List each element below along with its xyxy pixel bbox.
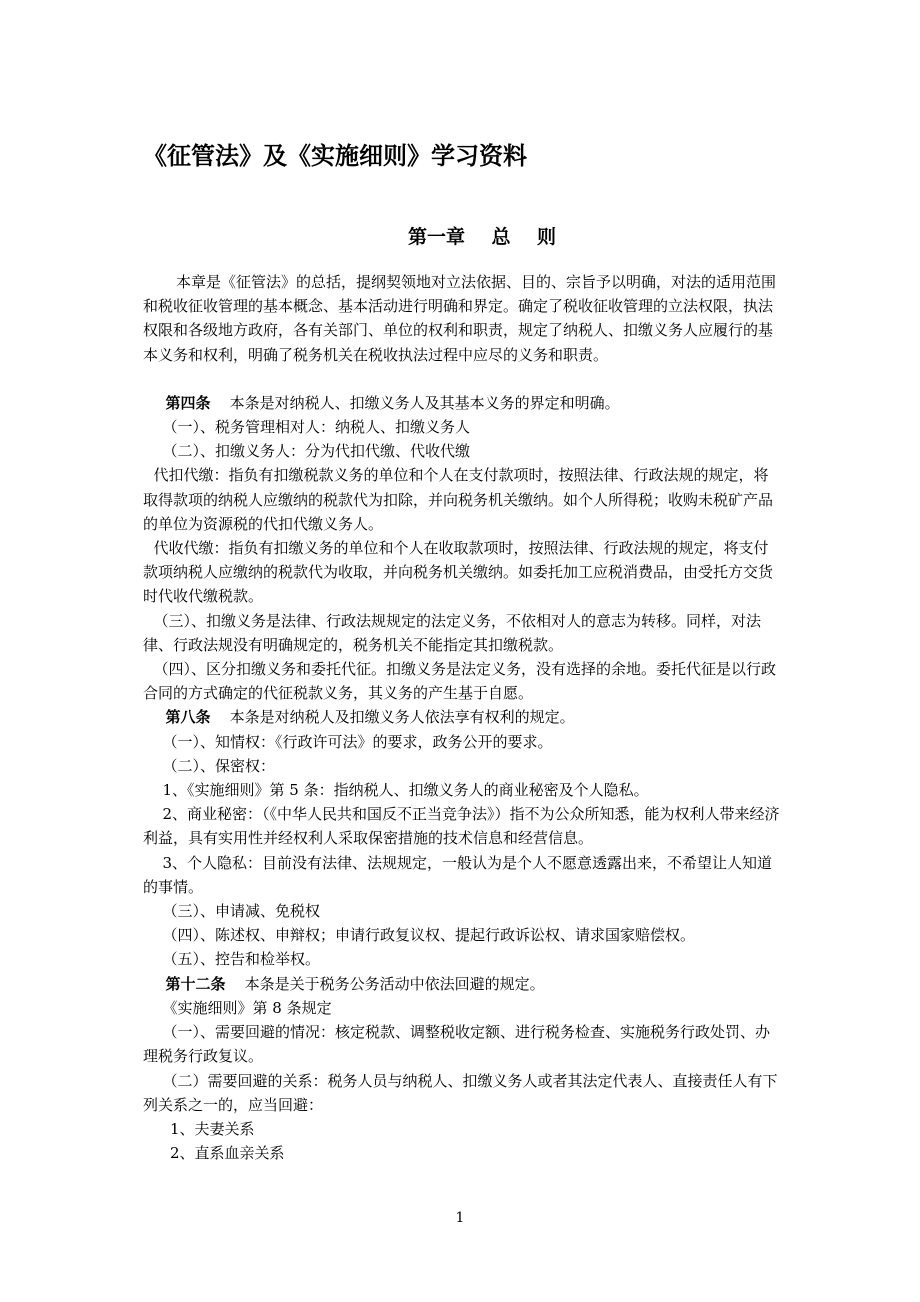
paragraph: 代收代缴：指负有扣缴义务的单位和个人在收取款项时，按照法律、行政法规的规定，将支付款项纳税人应缴纳的税款代为收取，并向税务机关缴纳。如委托加工应税消费品，由受托方交货时代收代缴税款。 — [143, 539, 774, 606]
article-number: 第十二条 — [165, 974, 226, 993]
article-summary: 本条是对纳税人及扣缴义务人依法享有权利的规定。 — [229, 708, 575, 727]
paragraph: 1、《实施细则》第 5 条：指纳税人、扣缴义务人的商业秘密及个人隐私。 — [162, 781, 649, 800]
paragraph: 《实施细则》第 8 条规定 — [162, 998, 332, 1017]
paragraph: 2、直系血亲关系 — [170, 1144, 285, 1163]
paragraph: （五）、控告和检举权。 — [162, 950, 321, 969]
paragraph: （一）、税务管理相对人：纳税人、扣缴义务人 — [162, 418, 471, 437]
paragraph: 代扣代缴：指负有扣缴税款义务的单位和个人在支付款项时，按照法律、行政法规的规定，将取得款项的纳税人应缴纳的税款代为扣除，并向税务机关缴纳。如个人所得税；收购未税矿产品的单位为资源税的代扣代缴义务人。 — [143, 466, 774, 533]
paragraph: 3、个人隐私：目前没有法律、法规规定，一般认为是个人不愿意透露出来，不希望让人知道的事情。 — [143, 853, 773, 896]
paragraph: （四）、区分扣缴义务和委托代征。扣缴义务是法定义务，没有选择的余地。委托代征是以行政合同的方式确定的代征税款义务，其义务的产生基于自愿。 — [143, 660, 777, 703]
article-summary: 本条是对纳税人、扣缴义务人及其基本义务的界定和明确。 — [229, 393, 620, 412]
paragraph: （二）需要回避的关系：税务人员与纳税人、扣缴义务人或者其法定代表人、直接责任人有下列关系之一的，应当回避： — [143, 1071, 778, 1114]
paragraph: （二）、保密权： — [162, 756, 276, 775]
article-summary: 本条是关于税务公务活动中依法回避的规定。 — [244, 974, 545, 993]
paragraph: （一）、知情权：《行政许可法》的要求，政务公开的要求。 — [162, 732, 553, 751]
document-title: 《征管法》及《实施细则》学习资料 — [143, 142, 527, 170]
paragraph: 1、夫妻关系 — [170, 1119, 255, 1138]
chapter-heading: 第一章 总 则 — [408, 226, 556, 248]
paragraph: （一）、需要回避的情况：核定税款、调整税收定额、进行税务检查、实施税务行政处罚、办理税务行政复议。 — [143, 1023, 771, 1066]
paragraph: 2、商业秘密：（《中华人民共和国反不正当竞争法》）指不为公众所知悉，能为权利人带来经济利益，具有实用性并经权利人采取保密措施的技术信息和经营信息。 — [143, 805, 780, 848]
paragraph: （三）、申请减、免税权 — [162, 902, 321, 921]
paragraph: （四）、陈述权、申辩权；申请行政复议权、提起行政诉讼权、请求国家赔偿权。 — [162, 926, 696, 945]
article-8-heading — [143, 705, 780, 729]
paragraph: （三）、扣缴义务是法律、行政法规规定的法定义务，不依相对人的意志为转移。同样，对法律、行政法规没有明确规定的，税务机关不能指定其扣缴税款。 — [143, 611, 762, 654]
article-number: 第八条 — [165, 708, 211, 727]
document-body — [143, 270, 780, 1165]
page-number: 1 — [455, 1210, 465, 1226]
intro-paragraph: 本章是《征管法》的总括，提纲契领地对立法依据、目的、宗旨予以明确，对法的适用范围和税收征收管理的基本概念、基本活动进行明确和界定。确定了税收征收管理的立法权限，执法权限和各级地方政府，各有关部门、单位的权利和职责，规定了纳税人、扣缴义务人应履行的基本义务和权利，明确了税务机关在税收执法过程中应尽的义务和职责。 — [143, 273, 777, 364]
article-4-heading — [143, 391, 780, 415]
article-number: 第四条 — [165, 393, 211, 412]
paragraph: （二）、扣缴义务人：分为代扣代缴、代收代缴 — [162, 442, 471, 461]
article-12-heading — [143, 972, 780, 996]
